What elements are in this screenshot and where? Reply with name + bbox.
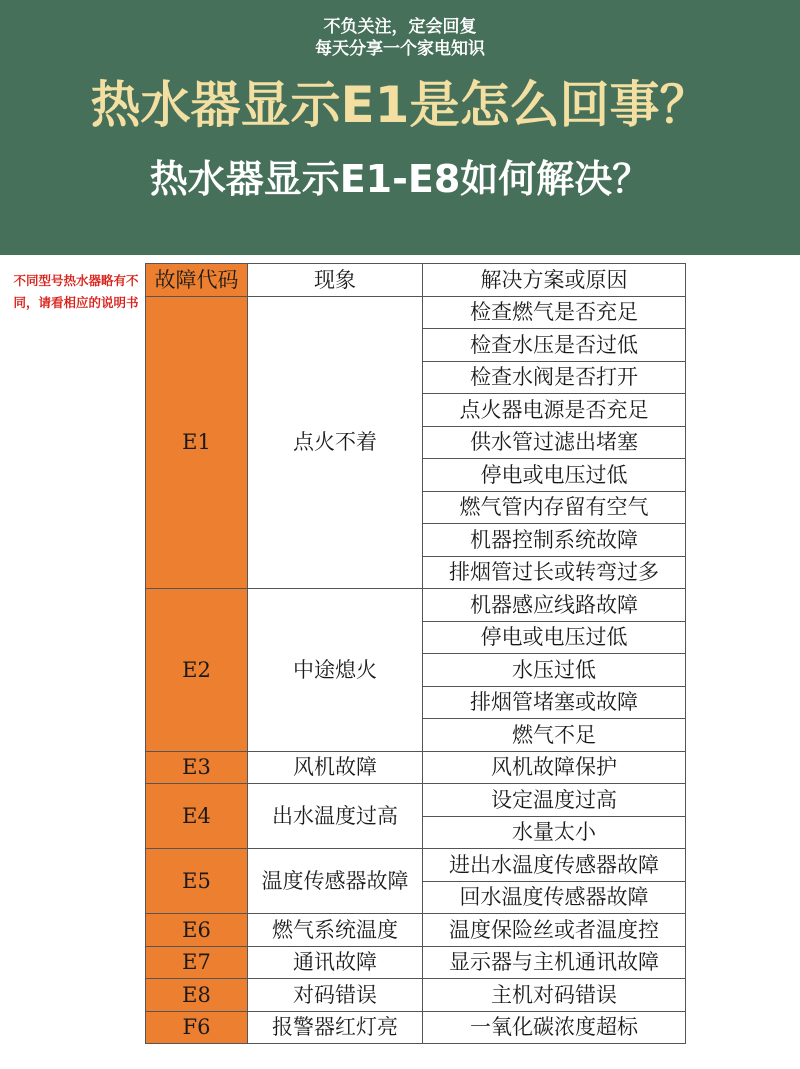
page-subtitle: 热水器显示E1-E8如何解决？: [149, 157, 651, 201]
table-row: [146, 914, 686, 947]
solution-cell: 排烟管过长或转弯过多: [423, 556, 686, 589]
solution-cell: 检查水压是否过低: [423, 329, 686, 362]
symptom-cell: 温度传感器故障: [248, 849, 423, 914]
symptom-cell: 出水温度过高: [248, 784, 423, 849]
solution-cell: 机器感应线路故障: [423, 589, 686, 622]
solution-cell: 检查水阀是否打开: [423, 361, 686, 394]
header-code: 故障代码: [146, 264, 248, 297]
symptom-cell: 对码错误: [248, 979, 423, 1012]
solution-cell: 进出水温度传感器故障: [423, 849, 686, 882]
solution-cell: 一氧化碳浓度超标: [423, 1011, 686, 1044]
error-code-cell: F6: [146, 1011, 248, 1044]
solution-cell: 检查燃气是否充足: [423, 296, 686, 329]
error-code-cell: E4: [146, 784, 248, 849]
header-banner: [0, 0, 800, 255]
table-header-row: [146, 264, 686, 297]
solution-cell: 停电或电压过低: [423, 459, 686, 492]
symptom-cell: 燃气系统温度: [248, 914, 423, 947]
error-code-cell: E5: [146, 849, 248, 914]
table-row: [146, 784, 686, 817]
page-title: 热水器显示E1是怎么回事？: [90, 76, 710, 134]
solution-cell: 显示器与主机通讯故障: [423, 946, 686, 979]
header-solution: 解决方案或原因: [423, 264, 686, 297]
table-row: [146, 946, 686, 979]
symptom-cell: 风机故障: [248, 751, 423, 784]
table-row: [146, 751, 686, 784]
error-code-cell: E7: [146, 946, 248, 979]
error-code-cell: E2: [146, 589, 248, 752]
solution-cell: 风机故障保护: [423, 751, 686, 784]
solution-cell: 设定温度过高: [423, 784, 686, 817]
solution-cell: 燃气管内存留有空气: [423, 491, 686, 524]
error-code-cell: E6: [146, 914, 248, 947]
solution-cell: 水量太小: [423, 816, 686, 849]
symptom-cell: 报警器红灯亮: [248, 1011, 423, 1044]
symptom-cell: 通讯故障: [248, 946, 423, 979]
error-code-cell: E3: [146, 751, 248, 784]
tagline-follow: 不负关注，定会回复: [323, 17, 477, 37]
table-row: [146, 589, 686, 622]
error-code-cell: E8: [146, 979, 248, 1012]
table-row: [146, 979, 686, 1012]
table-row: [146, 296, 686, 329]
symptom-cell: 点火不着: [248, 296, 423, 589]
error-code-cell: E1: [146, 296, 248, 589]
symptom-cell: 中途熄火: [248, 589, 423, 752]
solution-cell: 排烟管堵塞或故障: [423, 686, 686, 719]
model-note: 不同型号热水器略有不同，请看相应的说明书: [13, 273, 139, 310]
solution-cell: 主机对码错误: [423, 979, 686, 1012]
solution-cell: 水压过低: [423, 654, 686, 687]
solution-cell: 回水温度传感器故障: [423, 881, 686, 914]
solution-cell: 点火器电源是否充足: [423, 394, 686, 427]
tagline-daily: 每天分享一个家电知识: [315, 39, 485, 59]
error-code-table: [145, 263, 686, 1044]
solution-cell: 停电或电压过低: [423, 621, 686, 654]
solution-cell: 机器控制系统故障: [423, 524, 686, 557]
solution-cell: 温度保险丝或者温度控: [423, 914, 686, 947]
solution-cell: 供水管过滤出堵塞: [423, 426, 686, 459]
table-row: [146, 1011, 686, 1044]
table-row: [146, 849, 686, 882]
solution-cell: 燃气不足: [423, 719, 686, 752]
header-symptom: 现象: [248, 264, 423, 297]
